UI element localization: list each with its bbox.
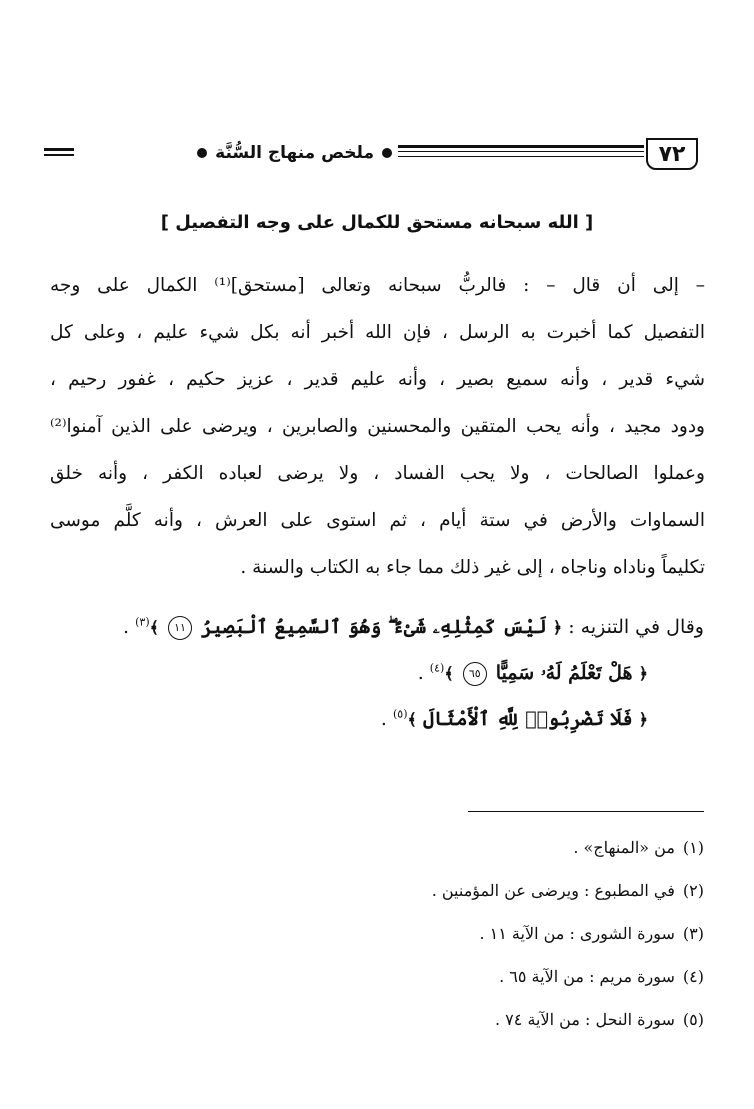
footnote-text: سورة مريم : من الآية ٦٥ . xyxy=(499,967,675,986)
verse-open-bracket: ﴿ xyxy=(638,664,648,683)
footnote-number: (٣) xyxy=(682,924,704,943)
verse-text: لَيْسَ كَمِثْلِهِۦ شَىْءٌ ۖ وَهُوَ ٱلسَّمِيعُ ٱلْبَصِيرُ xyxy=(201,616,547,638)
footnote-item xyxy=(49,955,704,998)
verse-tail: . xyxy=(380,708,393,730)
verse-close-bracket: ﴾ xyxy=(149,618,159,637)
footnote-text: سورة الشورى : من الآية ١١ . xyxy=(479,924,675,943)
ayah-number-icon: ٦٥ xyxy=(463,662,487,686)
header-rule xyxy=(398,145,644,148)
verse-close-bracket: ﴾ xyxy=(444,664,454,683)
body-line: السماوات والأرض في ستة أيام ، ثم استوى على العرش ، وأنه كلَّم موسى xyxy=(50,510,705,531)
footnote-text: في المطبوع : ويرضى عن المؤمنين . xyxy=(431,881,675,900)
verse-line xyxy=(49,604,704,650)
quran-verses xyxy=(49,604,704,742)
body-text xyxy=(50,262,705,591)
verse-line xyxy=(49,696,704,742)
section-heading: [ الله سبحانه مستحق للكمال على وجه التفصيل ] xyxy=(160,212,594,233)
footnote-text: من «المنهاج» . xyxy=(573,838,675,857)
body-line: التفصيل كما أخبرت به الرسل ، فإن الله أخبر أنه بكل شيء عليم ، وعلى كل xyxy=(50,322,705,343)
header-rule xyxy=(398,156,644,157)
running-title-text: ملخص منهاج السُّنَّة xyxy=(215,143,374,163)
bullet-icon xyxy=(382,148,392,158)
footnote-separator xyxy=(468,811,704,812)
footnote-number: (٤) xyxy=(682,967,704,986)
verse-tail: . xyxy=(123,616,136,638)
verse-open-bracket: ﴿ xyxy=(638,710,648,729)
header-rule xyxy=(398,151,644,152)
ayah-number-icon: ١١ xyxy=(168,616,192,640)
page-header xyxy=(36,138,698,174)
footnote-item xyxy=(49,998,704,1041)
footnote-number: (٥) xyxy=(682,1010,704,1029)
verse-intro: وقال في التنزيه : xyxy=(568,616,704,638)
footnote-number: (٢) xyxy=(682,881,704,900)
page-number: ٧٢ xyxy=(646,138,698,170)
footnote-item xyxy=(49,869,704,912)
verse-tail: . xyxy=(417,662,430,684)
body-line: تكليماً وناداه وناجاه ، إلى غير ذلك مما جاء به الكتاب والسنة . xyxy=(240,557,705,578)
verse-text: هَلْ تَعْلَمُ لَهُۥ سَمِيًّا xyxy=(495,662,633,684)
footnote-number: (١) xyxy=(682,838,704,857)
verse-close-bracket: ﴾ xyxy=(407,710,417,729)
verse-text: فَلَا تَضْرِبُوا۟ لِلَّهِ ٱلْأَمْثَالَ xyxy=(422,708,633,730)
footnote-ref: (٤) xyxy=(429,661,445,675)
footnote-item xyxy=(49,826,704,869)
footnote-text: سورة النحل : من الآية ٧٤ . xyxy=(495,1010,675,1029)
footnote-ref: (٥) xyxy=(393,707,408,721)
body-line: – إلى أن قال – : فالربُّ سبحانه وتعالى [مستحق]⁽¹⁾ الكمال على وجه xyxy=(50,275,705,296)
header-rule xyxy=(44,148,74,151)
footnote-item xyxy=(49,912,704,955)
footnote-ref: (٣) xyxy=(135,615,150,629)
body-line: شيء قدير ، وأنه سميع بصير ، وأنه عليم قدير ، عزيز حكيم ، غفور رحيم ، xyxy=(50,369,705,390)
running-title xyxy=(197,138,392,168)
verse-line xyxy=(49,650,704,696)
header-rule xyxy=(44,154,74,156)
body-line: وعملوا الصالحات ، ولا يحب الفساد ، ولا يرضى لعباده الكفر ، وأنه خلق xyxy=(50,463,705,484)
footnotes xyxy=(49,826,704,1041)
body-line: ودود مجيد ، وأنه يحب المتقين والمحسنين والصابرين ، ويرضى على الذين آمنوا⁽²⁾ xyxy=(50,416,705,437)
bullet-icon xyxy=(197,148,207,158)
verse-open-bracket: ﴿ xyxy=(552,618,563,637)
